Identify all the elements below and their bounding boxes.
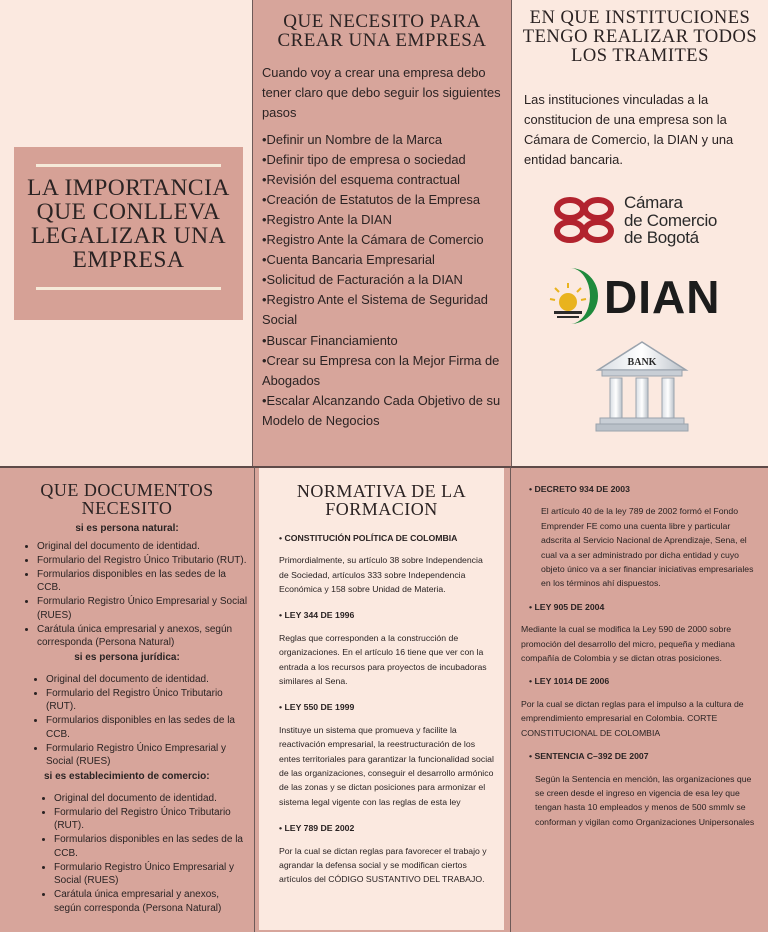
list-item: • Carátula única empresarial y anexos, según corresponda (Persona Natural) <box>37 623 248 650</box>
cover-panel <box>0 0 253 466</box>
steps-list <box>262 130 503 431</box>
bank-building-icon <box>592 338 692 434</box>
cover-title-box <box>14 147 243 320</box>
list-item: • Cuenta Bancaria Empresarial <box>262 250 503 270</box>
documents-title: QUE DOCUMENTOS NECESITO <box>40 480 214 519</box>
law-heading: • SENTENCIA C–392 DE 2007 <box>529 749 758 763</box>
camara-comercio-mark-icon <box>552 194 618 246</box>
law-item <box>279 700 494 809</box>
list-item: • Registro Ante la Cámara de Comercio <box>262 230 503 250</box>
normativa-continued-list <box>521 482 758 829</box>
juridica-list <box>46 673 248 769</box>
law-heading: • LEY 344 DE 1996 <box>279 608 494 622</box>
law-item <box>521 482 758 591</box>
dian-logo <box>548 266 738 328</box>
law-heading: • LEY 1014 DE 2006 <box>529 674 758 688</box>
bank-label: BANK <box>627 357 657 368</box>
documents-panel <box>0 466 255 932</box>
list-item: • Carátula única empresarial y anexos, según corresponda (Persona Natural) <box>54 888 248 915</box>
law-item <box>279 531 494 597</box>
institutions-title: EN QUE INSTITUCIONES TENGO REALIZAR TODOS LOS TRAMITES <box>522 8 758 66</box>
normativa-list <box>279 531 494 887</box>
natural-heading: si es persona natural: <box>75 522 179 534</box>
list-item: • Original del documento de identidad. <box>46 673 248 687</box>
list-item: • Formularios disponibles en las sedes de la CCB. <box>46 714 248 741</box>
law-item <box>521 749 758 829</box>
normativa-title: NORMATIVA DE LA FORMACION <box>296 481 467 520</box>
list-item: • Buscar Financiamiento <box>262 331 503 351</box>
cover-title: LA IMPORTANCIA QUE CONLLEVA LEGALIZAR UNA EMPRESA <box>27 175 230 273</box>
steps-panel <box>253 0 512 466</box>
list-item: • Escalar Alcanzando Cada Objetivo de su Modelo de Negocios <box>262 391 503 431</box>
camara-comercio-text <box>624 194 717 247</box>
normativa-panel <box>255 466 511 932</box>
camara-comercio-logo <box>552 192 732 250</box>
law-text: Por la cual se dictan reglas para el impulso a la cultura de emprendimiento empresarial en Colombia. CORTE CONSTITUCIONAL DE COLOMBIA <box>521 698 744 738</box>
list-item: • Original del documento de identidad. <box>54 792 248 806</box>
law-item <box>279 821 494 887</box>
comercio-list <box>54 792 248 916</box>
law-text: Por la cual se dictan reglas para favorecer el trabajo y agrandar la defensa social y se modifican ciertos artículos del CÓDIGO SUSTANTIVO DEL TRABAJO. <box>279 845 487 885</box>
list-item: • Formulario del Registro Único Tributario (RUT). <box>54 806 248 833</box>
camara-line-2: de Comercio <box>624 210 718 230</box>
normativa-continued-panel <box>511 466 768 932</box>
law-item <box>521 674 758 740</box>
law-text: Según la Sentencia en mención, las organizaciones que se creen desde el ingreso en vigencia de esa ley que tengan hasta 10 empleados y menos de 500 smmlv se conforman y vigilan como Organizaciones Unipersonales <box>535 773 755 827</box>
list-item: • Registro Ante la DIAN <box>262 210 503 230</box>
dian-sun-icon <box>548 266 600 326</box>
list-item: • Formulario Registro Único Empresarial y Social (RUES) <box>46 742 248 769</box>
list-item: • Formulario Registro Único Empresarial y Social (RUES) <box>37 595 248 622</box>
juridica-heading: si es persona jurídica: <box>74 651 180 663</box>
list-item: • Formulario Registro Único Empresarial y Social (RUES) <box>54 861 248 888</box>
law-text: Primordialmente, su artículo 38 sobre Independencia de Sociedad, artículos 333 sobre Independencia Económica y 158 sobre Unidad de Materia. <box>279 555 483 594</box>
law-item <box>279 608 494 688</box>
law-heading: • LEY 905 DE 2004 <box>529 600 758 614</box>
camara-line-1: Cámara <box>624 193 683 212</box>
list-item: • Formulario del Registro Único Tributario (RUT). <box>37 554 248 568</box>
title-rule-bottom <box>36 287 221 290</box>
institutions-panel <box>512 0 768 466</box>
list-item: • Original del documento de identidad. <box>37 540 248 554</box>
law-text: Mediante la cual se modifica la Ley 590 de 2000 sobre promoción del desarrollo del micro, pequeña y mediana compañía de Colombia y se dictan otras posiciones. <box>521 624 735 664</box>
law-heading: • CONSTITUCIÓN POLÍTICA DE COLOMBIA <box>279 531 494 545</box>
list-item: • Formularios disponibles en las sedes de la CCB. <box>54 833 248 860</box>
title-rule-top <box>36 164 221 167</box>
list-item: • Definir un Nombre de la Marca <box>262 130 503 150</box>
institutions-intro: Las instituciones vinculadas a la constitucion de una empresa son la Cámara de Comercio, la DIAN y una entidad bancaria. <box>524 91 734 168</box>
comercio-heading: si es establecimiento de comercio: <box>44 770 210 782</box>
steps-title: QUE NECESITO PARA CREAR UNA EMPRESA <box>277 11 487 52</box>
law-text: Reglas que corresponden a la construcción de organizaciones. En el artículo 16 tiene que ver con la entrada a los recursos para proyectos de incubadoras similares al Sena. <box>279 632 487 686</box>
normativa-card <box>259 468 504 930</box>
dian-text: DIAN <box>604 271 721 323</box>
camara-line-3: de Bogotá <box>624 228 699 247</box>
list-item: • Solicitud de Facturación a la DIAN <box>262 270 503 290</box>
law-text: El artículo 40 de la ley 789 de 2002 formó el Fondo Emprender FE como una cuenta libre y particular adscrita al Servicio Nacional de Aprendizaje, Sena, el cual va a ser administrado por dicha entidad y cuyo objeto único va a ser financiar iniciativas empresariales en los términos ahí dispuestos. <box>541 506 754 589</box>
law-text: Instituye un sistema que promueva y facilite la reactivación empresarial, la reestructuración de los entes territoriales para garantizar la funcionalidad social de las organizaciones, conseguir el desarrollo armónico de las zonas y se dictan posiciones para armonizar el sistema legal vigente con las reglas de esta ley <box>279 724 494 807</box>
law-heading: • LEY 550 DE 1999 <box>279 700 494 714</box>
natural-list <box>37 540 248 650</box>
law-item <box>521 600 758 666</box>
list-item: • Definir tipo de empresa o sociedad <box>262 150 503 170</box>
list-item: • Crear su Empresa con la Mejor Firma de Abogados <box>262 351 503 391</box>
law-heading: • DECRETO 934 DE 2003 <box>529 482 758 496</box>
list-item: • Revisión del esquema contractual <box>262 170 503 190</box>
list-item: • Registro Ante el Sistema de Seguridad Social <box>262 290 503 330</box>
list-item: • Formularios disponibles en las sedes de la CCB. <box>37 568 248 595</box>
list-item: • Creación de Estatutos de la Empresa <box>262 190 503 210</box>
list-item: • Formulario del Registro Único Tributario (RUT). <box>46 687 248 714</box>
law-heading: • LEY 789 DE 2002 <box>279 821 494 835</box>
steps-intro: Cuando voy a crear una empresa debo tener claro que debo seguir los siguientes pasos <box>262 64 501 121</box>
